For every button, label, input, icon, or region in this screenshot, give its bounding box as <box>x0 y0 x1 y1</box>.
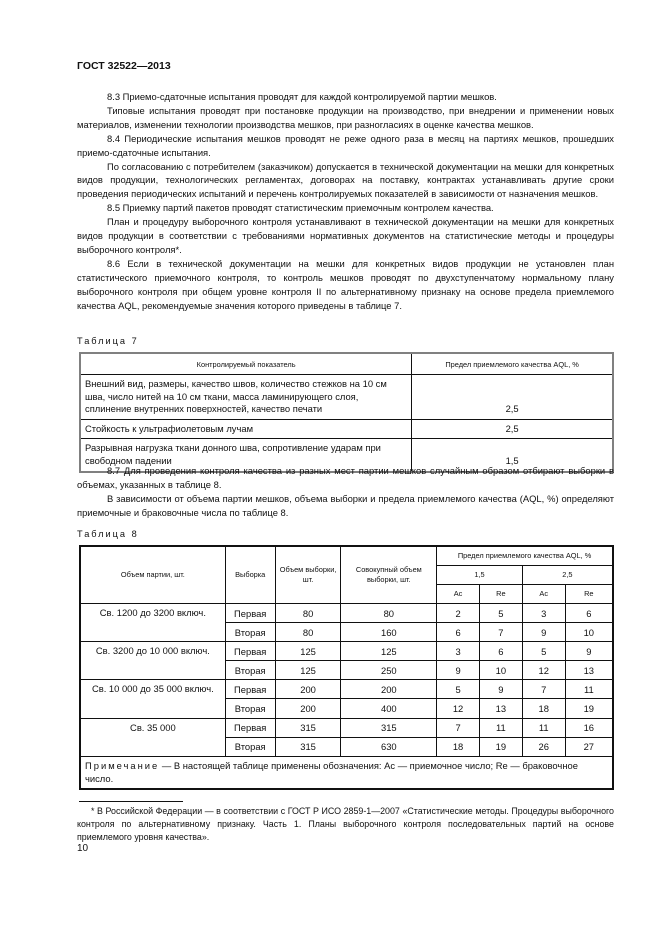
ac-cell: 11 <box>522 718 565 737</box>
sample-size-cell: 200 <box>275 699 341 718</box>
re-cell: 6 <box>479 642 522 661</box>
re-cell: 11 <box>479 718 522 737</box>
ac-cell: 12 <box>437 699 480 718</box>
paragraph: Типовые испытания проводят при постановке продукции на производство, при внедрении и применении новых материалов, изменении технологии производства мешков, при разногласиях в оценке качества мешков. <box>77 104 614 130</box>
lot-size-cell: Св. 10 000 до 35 000 включ. <box>80 680 225 718</box>
sample-size-cell: 315 <box>275 718 341 737</box>
cumulative-cell: 630 <box>341 737 437 756</box>
sample-size-cell: 125 <box>275 642 341 661</box>
sample-cell: Вторая <box>225 623 275 642</box>
ac-cell: 7 <box>437 718 480 737</box>
table-8 <box>79 545 614 790</box>
cumulative-cell: 315 <box>341 718 437 737</box>
re-cell: 5 <box>479 604 522 623</box>
table-row <box>80 718 613 737</box>
sample-cell: Вторая <box>225 699 275 718</box>
sample-size-cell: 125 <box>275 661 341 680</box>
paragraph: 8.4 Периодические испытания мешков проводят не реже одного раза в месяц на партиях мешков, прошедших приемо-сдаточные испытания. <box>77 132 614 158</box>
ac-cell: 5 <box>437 680 480 699</box>
header-sample-size: Объем выборки, шт. <box>275 546 341 604</box>
header-aql-2-5: 2,5 <box>522 566 613 585</box>
footnote-divider <box>79 801 183 802</box>
cumulative-cell: 400 <box>341 699 437 718</box>
re-cell: 13 <box>565 661 613 680</box>
re-cell: 16 <box>565 718 613 737</box>
ac-cell: 2 <box>437 604 480 623</box>
sample-size-cell: 200 <box>275 680 341 699</box>
ac-cell: 9 <box>437 661 480 680</box>
note-text: — В настоящей таблице применены обозначения: Ac — приемочное число; Re — браковочное число. <box>85 759 578 784</box>
note-label: Примечание <box>85 759 160 771</box>
cumulative-cell: 80 <box>341 604 437 623</box>
ac-cell: 5 <box>522 642 565 661</box>
footnote <box>77 805 614 844</box>
re-cell: 11 <box>565 680 613 699</box>
re-cell: 10 <box>565 623 613 642</box>
cumulative-cell: 250 <box>341 661 437 680</box>
ac-cell: 7 <box>522 680 565 699</box>
table-row <box>80 642 613 661</box>
header-cumulative: Совокупный объем выборки, шт. <box>341 546 437 604</box>
re-cell: 10 <box>479 661 522 680</box>
header-lot-size: Объем партии, шт. <box>80 546 225 604</box>
header-aql: Предел приемлемого качества AQL, % <box>437 546 613 566</box>
table7-indicator: Разрывная нагрузка ткани донного шва, сопротивление ударам при свободном падении <box>80 439 412 472</box>
sample-size-cell: 315 <box>275 737 341 756</box>
ac-cell: 26 <box>522 737 565 756</box>
table7-header-indicator: Контролируемый показатель <box>80 353 412 375</box>
ac-cell: 6 <box>437 623 480 642</box>
re-cell: 19 <box>479 737 522 756</box>
header-re: Re <box>565 585 613 604</box>
table-note <box>80 756 613 789</box>
sample-cell: Первая <box>225 642 275 661</box>
sample-cell: Вторая <box>225 737 275 756</box>
footnote-text: * В Российской Федерации — в соответствии с ГОСТ Р ИСО 2859-1—2007 «Статистические методы. Процедуры выборочного контроля по альтернативному признаку. Часть 1. Планы выборочного контроля последовательных партий на основе приемлемого уровня качества». <box>77 806 614 842</box>
re-cell: 19 <box>565 699 613 718</box>
ac-cell: 18 <box>437 737 480 756</box>
page-header: ГОСТ 32522—2013 <box>77 60 171 72</box>
paragraph: План и процедуру выборочного контроля устанавливают в технической документации на мешки для конкретных видов продукции в соответствии с требованиями нормативных документов на статистические методы и процедуры выборочного контроля*. <box>77 216 614 255</box>
lot-size-cell: Св. 3200 до 10 000 включ. <box>80 642 225 680</box>
table7-header-aql: Предел приемлемого качества AQL, % <box>412 353 613 375</box>
cumulative-cell: 125 <box>341 642 437 661</box>
header-ac: Ac <box>437 585 480 604</box>
table7-caption: Таблица 7 <box>77 336 139 346</box>
page-number: 10 <box>77 843 89 854</box>
ac-cell: 9 <box>522 623 565 642</box>
sample-size-cell: 80 <box>275 604 341 623</box>
table7-value: 1,5 <box>412 439 613 472</box>
table-row <box>80 604 613 623</box>
table-row <box>80 419 613 439</box>
paragraph: 8.5 Приемку партий пакетов проводят статистическим приемочным контролем качества. <box>107 202 494 214</box>
body-text-2 <box>77 464 614 520</box>
ac-cell: 18 <box>522 699 565 718</box>
re-cell: 27 <box>565 737 613 756</box>
ac-cell: 3 <box>522 604 565 623</box>
table-row <box>80 375 613 420</box>
paragraph: В зависимости от объема партии мешков, объема выборки и предела приемлемого качества (AQL, %) определяют приемочные и браковочные числа по таблице 8. <box>77 492 614 518</box>
paragraph: 8.7 Для проведения контроля качества из разных мест партии мешков случайным образом отбирают выборки в объемах, указанных в таблице 8. <box>77 465 614 490</box>
re-cell: 9 <box>479 680 522 699</box>
paragraph: 8.6 Если в технической документации на мешки для конкретных видов продукции не установлен план статистического приемочного контроля, то контроль мешков проводят по двухступенчатому нормальному плану выборочного контроля при общем уровне контроля II по альтернативному признаку на основе предела приемлемого качества AQL, рекомендуемые значения которого приведены в таблице 7. <box>77 257 614 311</box>
table7-value: 2,5 <box>412 419 613 439</box>
header-aql-1-5: 1,5 <box>437 566 523 585</box>
header-ac: Ac <box>522 585 565 604</box>
table-note-row <box>80 756 613 789</box>
re-cell: 6 <box>565 604 613 623</box>
paragraph: 8.3 Приемо-сдаточные испытания проводят для каждой контролируемой партии мешков. <box>107 91 497 102</box>
lot-size-cell: Св. 35 000 <box>80 718 225 756</box>
sample-cell: Первая <box>225 680 275 699</box>
re-cell: 9 <box>565 642 613 661</box>
cumulative-cell: 200 <box>341 680 437 699</box>
lot-size-cell: Св. 1200 до 3200 включ. <box>80 604 225 642</box>
re-cell: 13 <box>479 699 522 718</box>
sample-cell: Вторая <box>225 661 275 680</box>
table7-indicator: Внешний вид, размеры, качество швов, количество стежков на 10 см шва, число нитей на 10 см ткани, масса ламинирующего слоя, сплинение внутренних поверхностей, качество печати <box>80 375 412 420</box>
sample-cell: Первая <box>225 604 275 623</box>
table7-value: 2,5 <box>412 375 613 420</box>
table7-indicator: Стойкость к ультрафиолетовым лучам <box>80 419 412 439</box>
sample-size-cell: 80 <box>275 623 341 642</box>
table8-caption: Таблица 8 <box>77 529 139 539</box>
header-sample: Выборка <box>225 546 275 604</box>
body-text-1 <box>77 90 614 313</box>
cumulative-cell: 160 <box>341 623 437 642</box>
paragraph: По согласованию с потребителем (заказчиком) допускается в технической документации на мешки для конкретных видов продукции, технологических регламентах, договорах на поставку, контрактах устанавливать другие сроки проведения периодических испытаний и перечень контролируемых показателей в зависимости от назначения мешков. <box>77 160 614 200</box>
table-7 <box>79 352 614 473</box>
sample-cell: Первая <box>225 718 275 737</box>
header-re: Re <box>479 585 522 604</box>
ac-cell: 12 <box>522 661 565 680</box>
table-row <box>80 680 613 699</box>
ac-cell: 3 <box>437 642 480 661</box>
re-cell: 7 <box>479 623 522 642</box>
